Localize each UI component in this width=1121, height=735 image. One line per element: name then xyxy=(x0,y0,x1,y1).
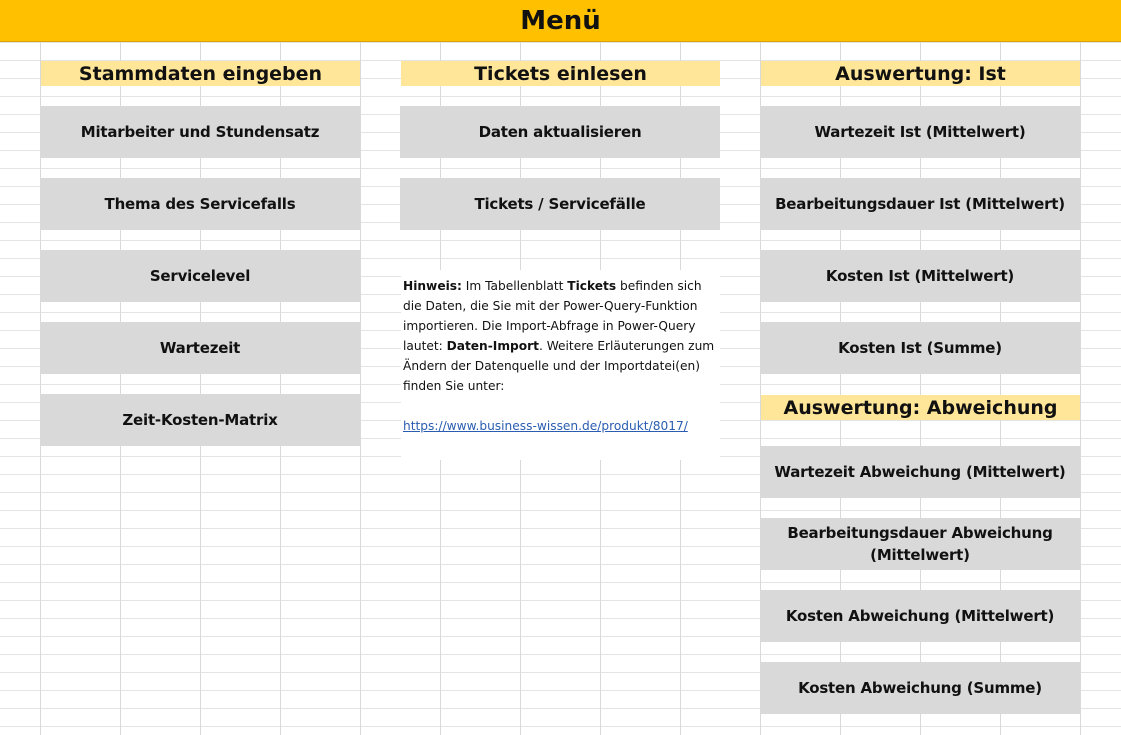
header-tickets: Tickets einlesen xyxy=(401,61,720,86)
button-label: Kosten Abweichung (Mittelwert) xyxy=(785,607,1055,625)
button-label: Wartezeit Ist (Mittelwert) xyxy=(814,123,1026,141)
button-wartezeit-abweichung[interactable] xyxy=(760,446,1080,498)
button-label: Bearbeitungsdauer Ist (Mittelwert) xyxy=(775,195,1065,213)
button-servicelevel[interactable] xyxy=(40,250,360,302)
business-wissen-link[interactable]: https://www.business-wissen.de/produkt/8017/ xyxy=(403,419,688,433)
button-label: Thema des Servicefalls xyxy=(104,195,296,213)
note-spacer xyxy=(403,396,718,416)
button-zeit-kosten-matrix[interactable] xyxy=(40,394,360,446)
button-label: Wartezeit Abweichung (Mittelwert) xyxy=(774,463,1066,481)
button-label: Tickets / Servicefälle xyxy=(474,195,646,213)
note-bold-tickets: Tickets xyxy=(567,279,617,293)
button-label: Kosten Abweichung (Summe) xyxy=(798,679,1042,697)
button-kosten-ist-summe[interactable] xyxy=(760,322,1080,374)
note-text: befinden sich die Daten, die Sie mit der Power-Query-Funktion importieren. Die Import-Abfrage in Power-Query lautet: xyxy=(403,279,702,353)
note-label: Hinweis: xyxy=(403,279,462,293)
button-daten-aktualisieren[interactable] xyxy=(400,106,720,158)
button-label: Bearbeitungsdauer Abweichung (Mittelwert) xyxy=(787,524,1053,564)
note-bold-daten-import: Daten-Import xyxy=(446,339,539,353)
button-wartezeit-ist[interactable] xyxy=(760,106,1080,158)
header-stammdaten: Stammdaten eingeben xyxy=(41,61,360,86)
note-text: . Weitere Erläuterungen zum Ändern der Datenquelle und der Importdatei(en) finden Sie unter: xyxy=(403,339,715,393)
button-label: Daten aktualisieren xyxy=(478,123,642,141)
button-label: Wartezeit xyxy=(159,339,241,357)
button-kosten-abweichung-mittelwert[interactable] xyxy=(760,590,1080,642)
button-label: Servicelevel xyxy=(149,267,251,285)
button-label: Mitarbeiter und Stundensatz xyxy=(80,123,320,141)
button-label: Kosten Ist (Mittelwert) xyxy=(825,267,1015,285)
header-auswertung-abweichung: Auswertung: Abweichung xyxy=(761,395,1080,420)
button-label: Kosten Ist (Summe) xyxy=(838,339,1002,357)
button-kosten-abweichung-summe[interactable] xyxy=(760,662,1080,714)
button-bearbeitungsdauer-abweichung[interactable] xyxy=(760,518,1080,570)
button-kosten-ist-mittelwert[interactable] xyxy=(760,250,1080,302)
button-tickets-servicefaelle[interactable] xyxy=(400,178,720,230)
button-bearbeitungsdauer-ist[interactable] xyxy=(760,178,1080,230)
hinweis-note xyxy=(401,270,720,460)
button-mitarbeiter-stundensatz[interactable] xyxy=(40,106,360,158)
menu-title: Menü xyxy=(0,0,1121,42)
button-label: Zeit-Kosten-Matrix xyxy=(122,411,278,429)
button-thema-servicefall[interactable] xyxy=(40,178,360,230)
button-wartezeit[interactable] xyxy=(40,322,360,374)
header-auswertung-ist: Auswertung: Ist xyxy=(761,61,1080,86)
note-text: Im Tabellenblatt xyxy=(461,279,568,293)
